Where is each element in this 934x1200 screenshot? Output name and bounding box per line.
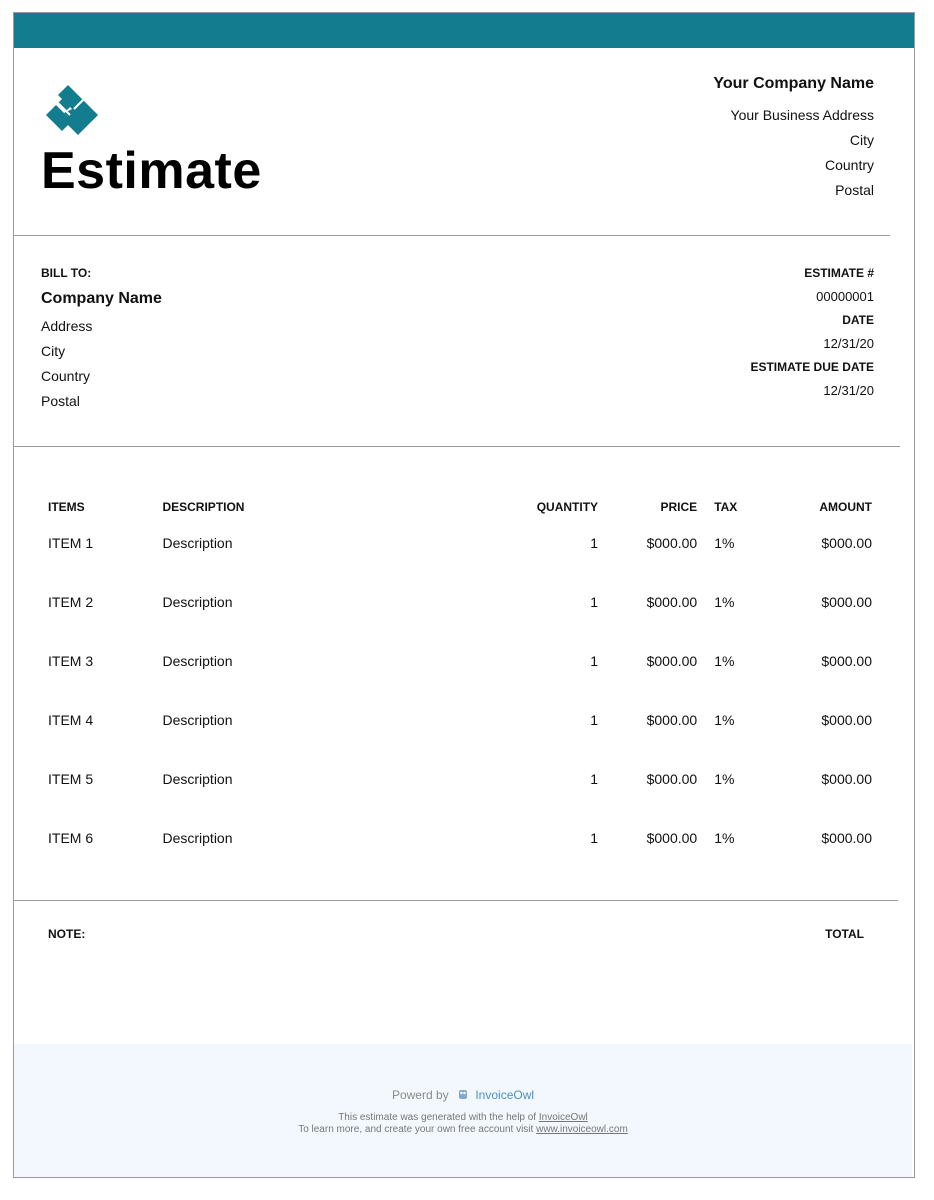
accent-header-bar: [14, 13, 914, 48]
item-amount: $000.00: [821, 830, 872, 846]
powered-by-text: Powerd by: [391, 1088, 449, 1102]
item-description: Description: [162, 653, 233, 669]
item-description: Description: [162, 535, 233, 551]
item-quantity: 1: [590, 594, 599, 610]
diamond-puzzle-logo-icon: [44, 79, 104, 139]
header-amount: AMOUNT: [819, 500, 872, 514]
date-label: DATE: [842, 313, 874, 327]
estimate-due-date: 12/31/20: [823, 383, 874, 398]
header-description: DESCRIPTION: [162, 500, 245, 514]
bill-to-section: [41, 266, 162, 414]
company-address: Your Business Address: [730, 107, 874, 123]
item-tax: 1%: [714, 594, 735, 610]
due-date-label: ESTIMATE DUE DATE: [750, 360, 874, 374]
item-name: ITEM 5: [48, 771, 94, 787]
item-amount: $000.00: [821, 653, 872, 669]
item-price: $000.00: [646, 830, 698, 846]
header-price: PRICE: [660, 500, 698, 514]
footer-line-1: [14, 1112, 912, 1123]
bill-to-address: Address: [41, 318, 93, 334]
item-description: Description: [162, 830, 233, 846]
bill-to-label: BILL TO:: [41, 266, 92, 280]
table-row: [40, 647, 872, 706]
footer-line-2-text: To learn more, and create your own free account visit: [298, 1124, 534, 1135]
table-row: [40, 588, 872, 647]
brand-name: InvoiceOwl: [475, 1088, 535, 1102]
item-tax: 1%: [714, 535, 735, 551]
footer-line-1-text: This estimate was generated with the help of: [338, 1112, 537, 1123]
item-price: $000.00: [646, 535, 698, 551]
item-tax: 1%: [714, 771, 735, 787]
bill-to-company-name: Company Name: [41, 290, 162, 307]
item-description: Description: [162, 594, 233, 610]
header-quantity: QUANTITY: [536, 500, 599, 514]
company-country: Country: [824, 157, 874, 173]
powered-by-line: [14, 1088, 912, 1102]
item-amount: $000.00: [821, 712, 872, 728]
website-link[interactable]: www.invoiceowl.com: [536, 1124, 628, 1135]
items-table: [40, 499, 872, 883]
company-postal: Postal: [835, 182, 874, 198]
estimate-meta: [750, 266, 874, 407]
footer: [14, 1044, 912, 1177]
estimate-date: 12/31/20: [823, 336, 874, 351]
item-name: ITEM 1: [48, 535, 94, 551]
item-quantity: 1: [590, 535, 599, 551]
item-amount: $000.00: [821, 535, 872, 551]
bill-to-city: City: [41, 343, 66, 359]
item-amount: $000.00: [821, 594, 872, 610]
item-price: $000.00: [646, 712, 698, 728]
item-name: ITEM 6: [48, 830, 94, 846]
footer-line-2: [14, 1124, 912, 1135]
item-quantity: 1: [590, 830, 599, 846]
item-name: ITEM 3: [48, 653, 94, 669]
company-name: Your Company Name: [713, 75, 874, 92]
items-table-header: [40, 499, 872, 529]
company-city: City: [849, 132, 874, 148]
invoiceowl-link[interactable]: InvoiceOwl: [538, 1112, 588, 1123]
header-tax: TAX: [714, 500, 738, 514]
item-price: $000.00: [646, 594, 698, 610]
bill-to-postal: Postal: [41, 393, 80, 409]
bill-to-country: Country: [41, 368, 91, 384]
estimate-number: 00000001: [816, 289, 874, 304]
table-row: [40, 765, 872, 824]
item-description: Description: [162, 771, 233, 787]
company-info: [713, 75, 874, 203]
table-row: [40, 824, 872, 883]
item-name: ITEM 4: [48, 712, 94, 728]
document-title: Estimate: [41, 142, 262, 200]
item-amount: $000.00: [821, 771, 872, 787]
table-row: [40, 529, 872, 588]
item-name: ITEM 2: [48, 594, 94, 610]
item-quantity: 1: [590, 771, 599, 787]
item-tax: 1%: [714, 830, 735, 846]
item-description: Description: [162, 712, 233, 728]
total-label: TOTAL: [825, 927, 864, 941]
owl-icon: [458, 1089, 468, 1100]
billing-divider: [14, 446, 900, 447]
item-tax: 1%: [714, 712, 735, 728]
header-divider: [14, 235, 890, 236]
item-price: $000.00: [646, 771, 698, 787]
item-price: $000.00: [646, 653, 698, 669]
item-quantity: 1: [590, 653, 599, 669]
header-items: ITEMS: [48, 500, 85, 514]
item-quantity: 1: [590, 712, 599, 728]
items-divider: [14, 900, 898, 901]
table-row: [40, 706, 872, 765]
note-label: NOTE:: [48, 927, 86, 941]
estimate-page: [13, 12, 915, 1178]
estimate-number-label: ESTIMATE #: [804, 266, 874, 280]
item-tax: 1%: [714, 653, 735, 669]
